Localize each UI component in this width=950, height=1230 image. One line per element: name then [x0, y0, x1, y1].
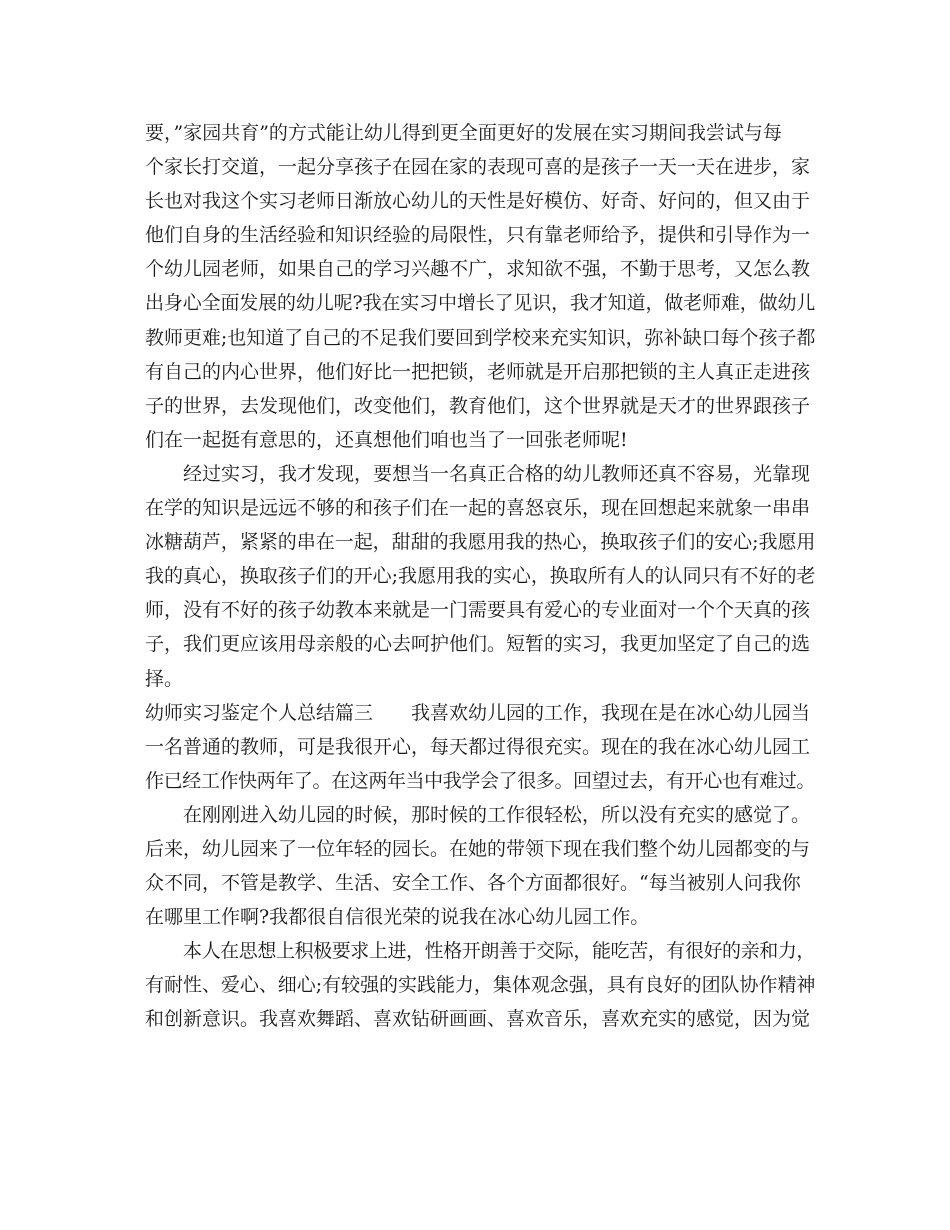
text-line: 我的真心，换取孩子们的开心;我愿用我的实心，换取所有人的认同只有不好的老 — [145, 565, 816, 588]
text-line: 要，”家园共育”的方式能让幼儿得到更全面更好的发展在实习期间我尝试与每 — [145, 122, 782, 144]
text-line: 有自己的内心世界，他们好比一把把锁，老师就是开启那把锁的主人真正走进孩 — [145, 360, 811, 383]
text-line: 他们自身的生活经验和知识经验的局限性，只有靠老师给予，提供和引导作为一 — [145, 224, 811, 247]
text-line: 本人在思想上积极要求上进，性格开朗善于交际，能吃苦，有很好的亲和力， — [183, 940, 816, 963]
text-line: 子，我们更应该用母亲般的心去呵护他们。短暂的实习，我更加坚定了自己的选 — [145, 633, 811, 656]
text-line: 教师更难;也知道了自己的不足我们要回到学校来充实知识，弥补缺口每个孩子都 — [145, 326, 816, 349]
text-line: 长也对我这个实习老师日渐放心幼儿的天性是好模仿、好奇、好问的，但又由于 — [145, 190, 811, 213]
text-line: 有耐性、爱心、细心;有较强的实践能力，集体观念强，具有良好的团队协作精神 — [145, 974, 816, 997]
document-body-text — [145, 116, 815, 1037]
text-line: 师，没有不好的孩子幼教本来就是一门需要具有爱心的专业面对一个个天真的孩 — [145, 599, 811, 622]
text-line: 择。 — [145, 667, 184, 690]
text-line: 幼师实习鉴定个人总结篇三 我喜欢幼儿园的工作，我现在是在冰心幼儿园当 — [145, 701, 811, 724]
text-line: 个幼儿园老师，如果自己的学习兴趣不广，求知欲不强，不勤于思考，又怎么教 — [145, 258, 811, 281]
text-line: 作已经工作快两年了。在这两年当中我学会了很多。回望过去，有开心也有难过。 — [145, 769, 816, 792]
text-line: 冰糖葫芦，紧紧的串在一起，甜甜的我愿用我的热心，换取孩子们的安心;我愿用 — [145, 531, 816, 554]
text-line: 在刚刚进入幼儿园的时候，那时候的工作很轻松，所以没有充实的感觉了。 — [183, 803, 811, 826]
text-line: 子的世界，去发现他们，改变他们，教育他们，这个世界就是天才的世界跟孩子 — [145, 394, 811, 417]
text-line: 个家长打交道，一起分享孩子在园在家的表现可喜的是孩子一天一天在进步，家 — [145, 156, 811, 179]
text-line: 后来，幼儿园来了一位年轻的园长。在她的带领下现在我们整个幼儿园都变的与 — [145, 837, 811, 860]
text-line: 们在一起挺有意思的，还真想他们咱也当了一回张老师呢! — [145, 428, 628, 451]
text-line: 在学的知识是远远不够的和孩子们在一起的喜怒哀乐，现在回想起来就象一串串 — [145, 497, 811, 520]
text-line: 众不同，不管是教学、生活、安全工作、各个方面都很好。“每当被别人问我你 — [145, 872, 801, 895]
text-line: 出身心全面发展的幼儿呢?我在实习中增长了见识，我才知道，做老师难，做幼儿 — [145, 292, 816, 315]
text-line: 经过实习，我才发现，要想当一名真正合格的幼儿教师还真不容易，光靠现 — [183, 462, 811, 485]
text-line: 和创新意识。我喜欢舞蹈、喜欢钻研画画、喜欢音乐，喜欢充实的感觉，因为觉 — [145, 1008, 811, 1031]
text-line: 在哪里工作啊?我都很自信很光荣的说我在冰心幼儿园工作。 — [145, 906, 650, 929]
text-line: 一名普通的教师，可是我很开心，每天都过得很充实。现在的我在冰心幼儿园工 — [145, 735, 811, 758]
